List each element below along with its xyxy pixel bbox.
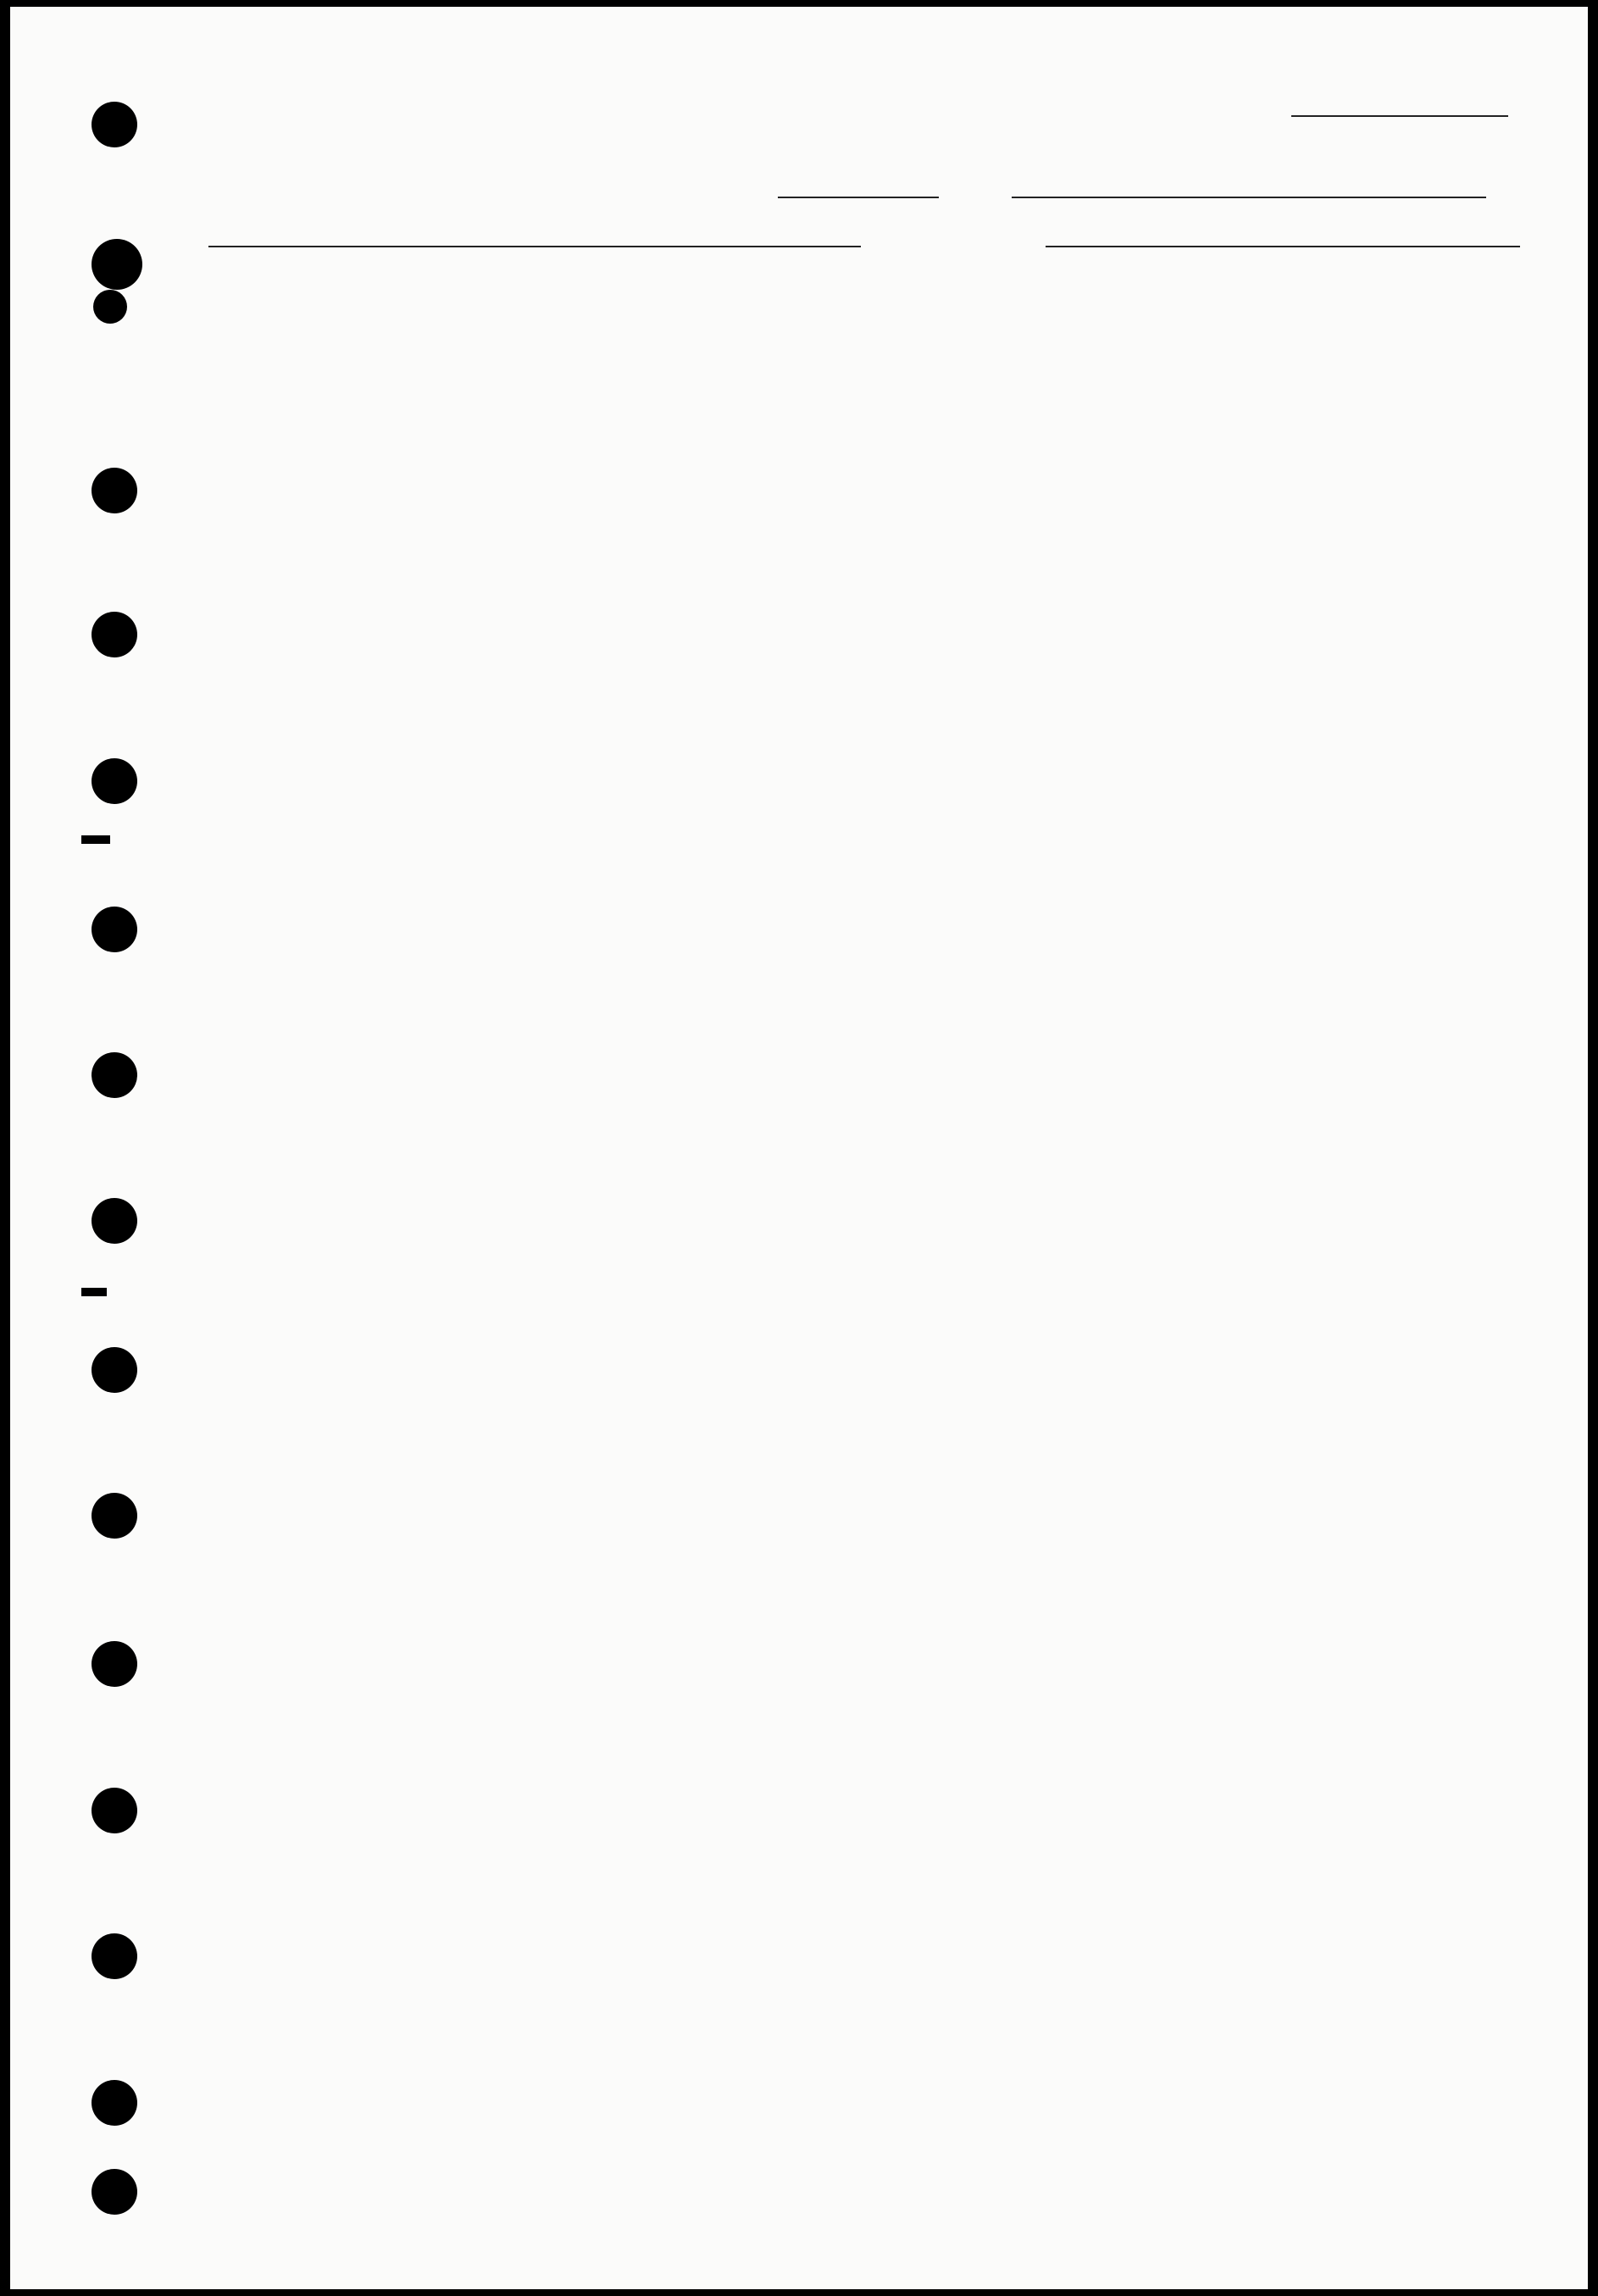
punch-hole (92, 1933, 137, 1979)
punch-hole (92, 102, 137, 147)
punch-hole (92, 2080, 137, 2126)
punch-hole (92, 758, 137, 804)
punch-hole (92, 907, 137, 952)
punch-hole (92, 1788, 137, 1833)
punch-hole (92, 1052, 137, 1098)
punch-hole (92, 239, 142, 290)
manifest-no-underline (1291, 115, 1508, 117)
arrival-underline (1046, 246, 1520, 247)
punch-hole (92, 2169, 137, 2215)
class-underline (778, 197, 939, 198)
binder-slot (81, 1288, 107, 1296)
punch-hole (92, 612, 137, 657)
from-underline (1012, 197, 1486, 198)
punch-hole (92, 1347, 137, 1393)
punch-hole (93, 290, 127, 324)
punch-hole (92, 468, 137, 513)
punch-hole (92, 1493, 137, 1539)
punch-hole (92, 1198, 137, 1244)
punch-hole (92, 1641, 137, 1687)
vessel-underline (208, 246, 861, 247)
binder-slot (81, 835, 110, 844)
manifest-page (10, 7, 1588, 2289)
